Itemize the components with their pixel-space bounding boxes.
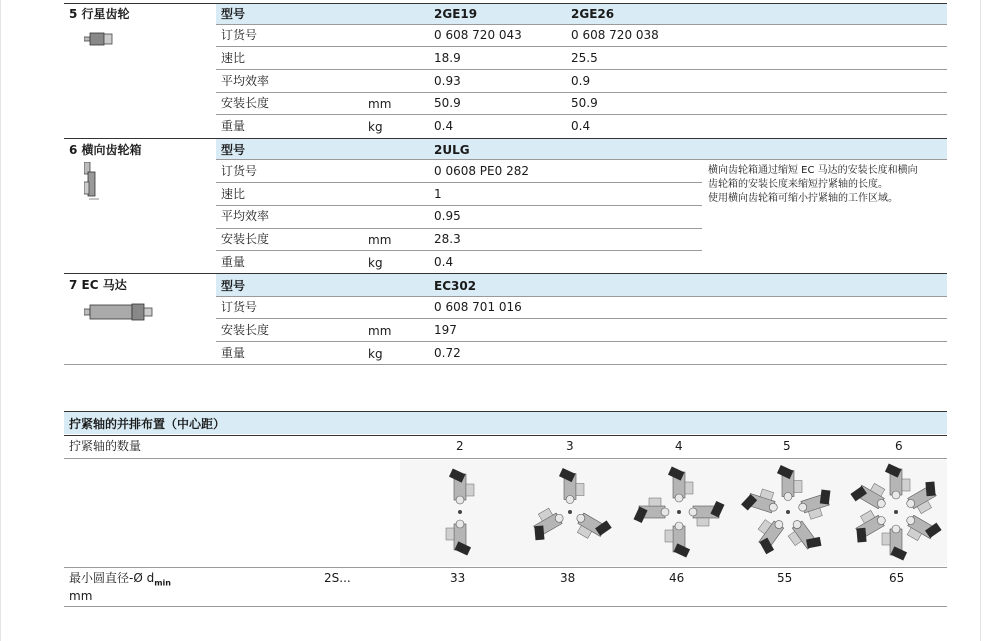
section6-header-band xyxy=(216,139,947,159)
section5-header-model-1: 2GE19 xyxy=(434,7,478,21)
page-right-border xyxy=(980,0,981,641)
section6-row-unit: kg xyxy=(368,256,383,270)
spindle-count: 4 xyxy=(675,439,683,453)
row-rule xyxy=(216,182,702,183)
page-left-border xyxy=(0,0,1,641)
spindle-count: 2 xyxy=(456,439,464,453)
row-rule xyxy=(216,318,947,319)
min-diameter-value: 33 xyxy=(450,571,466,585)
section6-row-label: 平均效率 xyxy=(221,209,270,223)
planetary-gear-icon xyxy=(84,31,116,50)
row-rule xyxy=(216,228,702,229)
section5-row-value: 50.9 xyxy=(434,96,461,110)
section7-row-unit: mm xyxy=(368,324,392,338)
row-rule xyxy=(216,250,702,251)
arrangement-title: 拧紧轴的并排布置（中心距） xyxy=(69,417,226,431)
section5-row-label: 安装长度 xyxy=(221,96,270,110)
section5-row-value: 0.9 xyxy=(571,74,591,88)
section5-row-value: 0 608 720 043 xyxy=(434,28,522,42)
angle-gearbox-icon xyxy=(84,162,102,205)
section6-title: 6 横向齿轮箱 xyxy=(69,143,142,157)
row-rule xyxy=(216,341,947,342)
section6-row-label: 重量 xyxy=(221,255,246,269)
section6-row-label: 订货号 xyxy=(221,164,258,178)
section7-row-label: 重量 xyxy=(221,346,246,360)
section7-row-value: 0.72 xyxy=(434,346,461,360)
section5-row-label: 重量 xyxy=(221,119,246,133)
section7-row-value: 0 608 701 016 xyxy=(434,300,522,314)
section6-row-value: 1 xyxy=(434,187,442,201)
section7-row-unit: kg xyxy=(368,347,383,361)
section5-top-rule xyxy=(64,3,947,4)
row-rule xyxy=(216,114,947,115)
row-rule xyxy=(216,24,947,25)
row-rule xyxy=(216,46,947,47)
spindle-count: 6 xyxy=(895,439,903,453)
arrangement-center xyxy=(458,510,462,514)
section5-row-unit: kg xyxy=(368,120,383,134)
section6-header-type: 型号 xyxy=(221,143,246,157)
section5-row-label: 订货号 xyxy=(221,28,258,42)
section6-row-unit: mm xyxy=(368,233,392,247)
min-diameter-unit: mm xyxy=(69,589,93,603)
row-rule xyxy=(216,296,947,297)
section6-note-line-1: 横向齿轮箱通过缩短 EC 马达的安装长度和横向 xyxy=(708,165,918,176)
section5-row-value: 0.93 xyxy=(434,74,461,88)
section5-row-value: 25.5 xyxy=(571,51,598,65)
ec-motor-icon xyxy=(84,303,156,324)
section7-row-label: 安装长度 xyxy=(221,323,270,337)
section6-row-value: 28.3 xyxy=(434,232,461,246)
section5-row-label: 速比 xyxy=(221,51,246,65)
section5-header-model-2: 2GE26 xyxy=(571,7,615,21)
section6-row-label: 速比 xyxy=(221,187,246,201)
min-diameter-value: 55 xyxy=(777,571,793,585)
row-rule xyxy=(216,159,947,160)
arrangement-center xyxy=(786,510,790,514)
row-rule xyxy=(64,435,947,436)
section7-row-label: 订货号 xyxy=(221,300,258,314)
section7-header-band xyxy=(216,274,947,296)
section5-row-value: 50.9 xyxy=(571,96,598,110)
min-diameter-value: 65 xyxy=(889,571,905,585)
section6-row-value: 0 0608 PE0 282 xyxy=(434,164,529,178)
arrangement-bottom-rule xyxy=(64,606,947,607)
spindle-count: 3 xyxy=(566,439,574,453)
section7-bottom-rule xyxy=(64,364,947,365)
section6-row-value: 0.4 xyxy=(434,255,454,269)
section6-note-line-2: 齿轮箱的安装长度来缩短拧紧轴的长度。 xyxy=(708,179,888,190)
min-diameter-value: 46 xyxy=(669,571,685,585)
section7-header-type: 型号 xyxy=(221,279,246,293)
section5-row-value: 0.4 xyxy=(434,119,454,133)
min-diameter-subscript: min xyxy=(154,578,171,588)
section5-row-value: 0 608 720 038 xyxy=(571,28,659,42)
spindle-count: 5 xyxy=(783,439,791,453)
arrangement-center xyxy=(568,510,572,514)
section5-row-value: 18.9 xyxy=(434,51,461,65)
row-rule xyxy=(64,458,947,459)
spindle-count-label: 拧紧轴的数量 xyxy=(69,439,142,453)
min-diameter-value: 38 xyxy=(560,571,576,585)
section7-title: 7 EC 马达 xyxy=(69,278,127,292)
arrangement-center xyxy=(677,510,681,514)
section6-row-value: 0.95 xyxy=(434,209,461,223)
row-rule xyxy=(64,567,947,568)
section6-note-line-3: 使用横向齿轮箱可缩小拧紧轴的工作区域。 xyxy=(708,193,898,204)
section6-header-model-1: 2ULG xyxy=(434,143,470,157)
section6-row-label: 安装长度 xyxy=(221,232,270,246)
min-diameter-model: 2S... xyxy=(324,571,351,585)
arrangement-center xyxy=(894,510,898,514)
section5-row-value: 0.4 xyxy=(571,119,591,133)
section7-row-value: 197 xyxy=(434,323,457,337)
section5-header-type: 型号 xyxy=(221,7,246,21)
row-rule xyxy=(216,205,702,206)
min-diameter-label xyxy=(69,571,171,590)
min-diameter-label-text: 最小圆直径-Ø d xyxy=(69,571,155,585)
section5-title: 5 行星齿轮 xyxy=(69,7,130,21)
row-rule xyxy=(216,92,947,93)
section5-row-unit: mm xyxy=(368,97,392,111)
section7-header-model-1: EC302 xyxy=(434,279,477,293)
section5-row-label: 平均效率 xyxy=(221,74,270,88)
row-rule xyxy=(216,69,947,70)
spindle-arrangement-figures xyxy=(400,460,947,566)
